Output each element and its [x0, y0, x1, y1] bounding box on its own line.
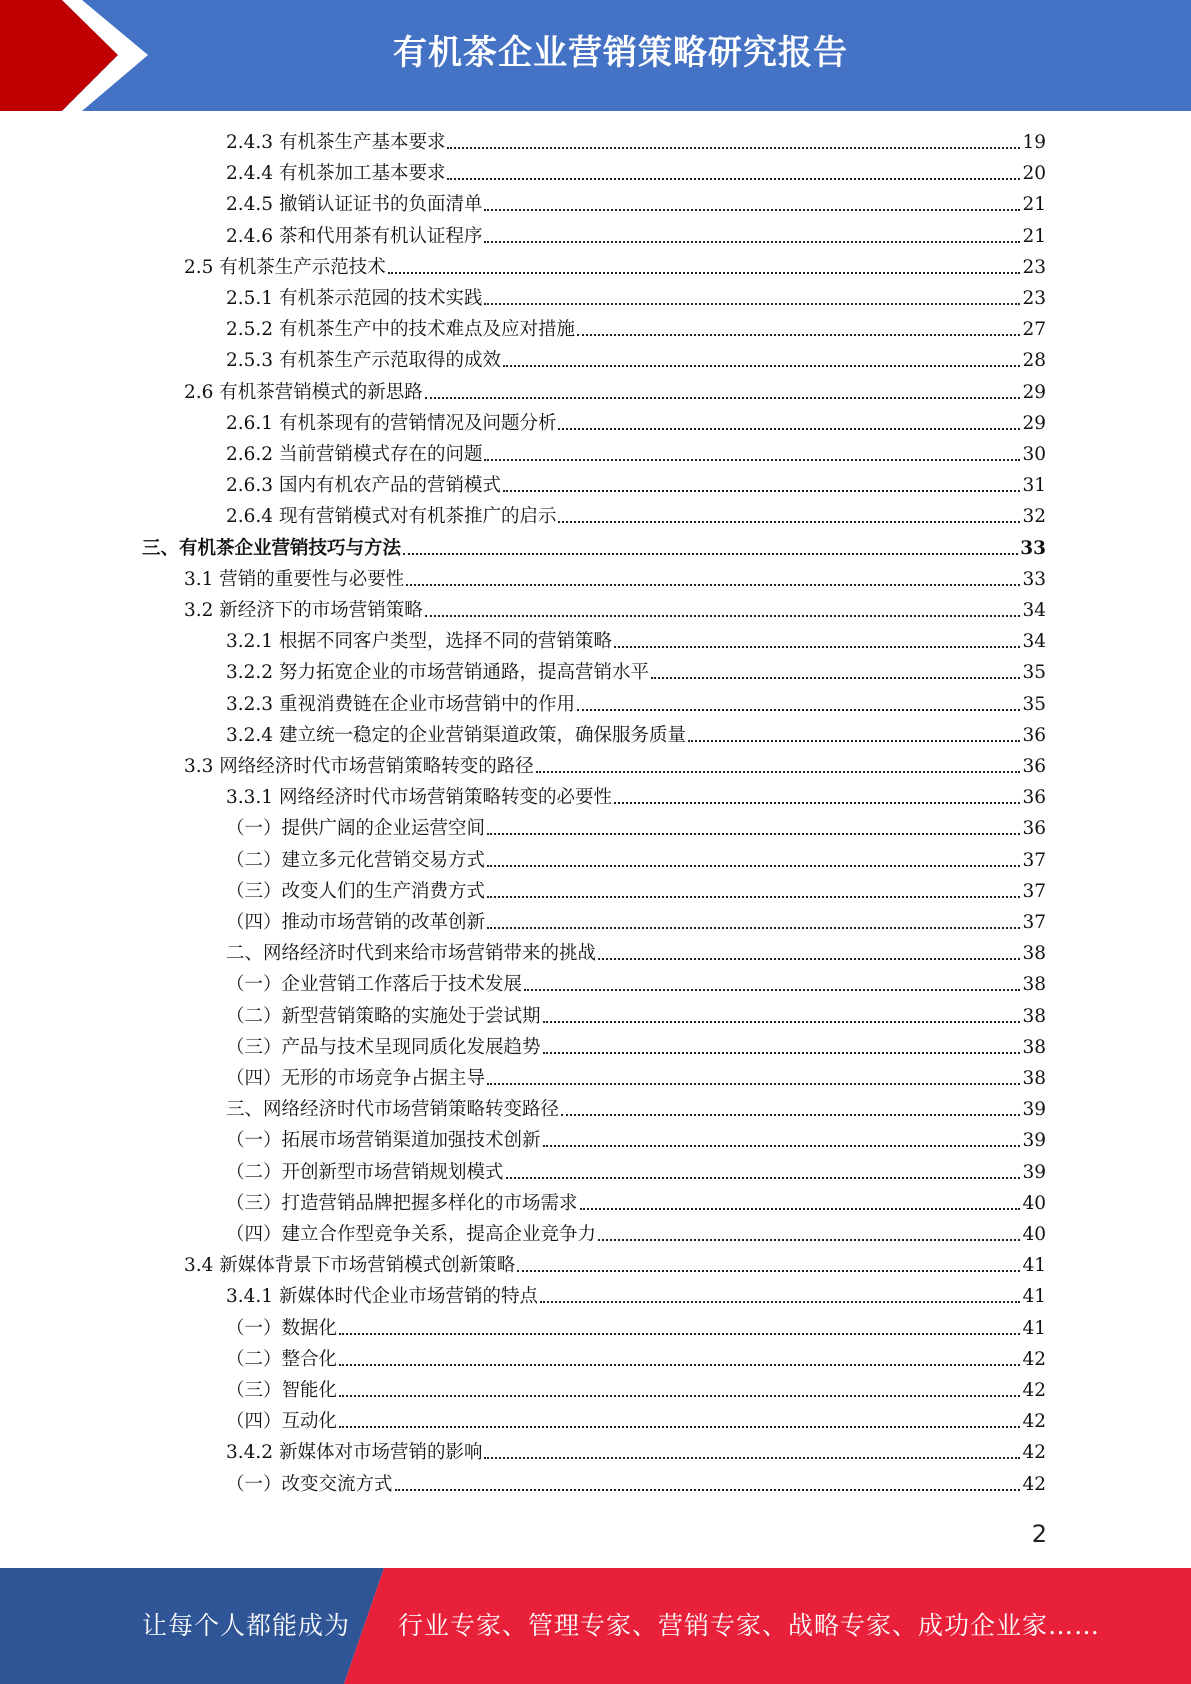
toc-entry-page: 21: [1022, 194, 1046, 216]
toc-entry-page: 36: [1022, 787, 1046, 809]
toc-entry[interactable]: [226, 439, 1046, 470]
toc-entry-page: 36: [1022, 818, 1046, 840]
toc-entry-label: （三）产品与技术呈现同质化发展趋势: [226, 1036, 541, 1058]
toc-leader-dots: [503, 484, 1020, 492]
toc-entry-page: 37: [1022, 880, 1046, 902]
page-footer: [0, 1568, 1191, 1684]
toc-entry[interactable]: [226, 813, 1046, 844]
toc-entry-page: 30: [1022, 444, 1046, 465]
toc-entry[interactable]: [226, 1157, 1046, 1188]
toc-entry-page: 37: [1022, 849, 1046, 871]
toc-entry[interactable]: [226, 1188, 1046, 1219]
toc-entry-page: 23: [1022, 256, 1046, 278]
toc-entry-page: 41: [1022, 1286, 1046, 1308]
toc-entry-label: 2.6.2 当前营销模式存在的问题: [226, 444, 483, 465]
toc-entry-page: 34: [1022, 631, 1046, 653]
toc-entry-label: 2.6 有机茶营销模式的新思路: [184, 381, 423, 403]
toc-entry-label: 三、网络经济时代市场营销策略转变路径: [226, 1099, 560, 1121]
toc-entry[interactable]: [226, 1437, 1046, 1468]
toc-entry-page: 33: [1022, 568, 1046, 590]
toc-entry-label: 3.2 新经济下的市场营销策略: [184, 600, 423, 621]
toc-entry-page: 42: [1022, 1380, 1046, 1401]
toc-leader-dots: [543, 1139, 1021, 1147]
toc-leader-dots: [425, 391, 1021, 399]
toc-entry-label: 三、有机茶企业营销技巧与方法: [142, 537, 402, 559]
toc-entry-page: 31: [1022, 475, 1046, 497]
toc-entry-page: 27: [1022, 319, 1046, 341]
toc-entry[interactable]: [226, 1313, 1046, 1344]
toc-entry-label: 3.4.1 新媒体时代企业市场营销的特点: [226, 1286, 538, 1308]
toc-entry-page: 34: [1022, 600, 1046, 621]
toc-entry-page: 38: [1022, 1068, 1046, 1089]
document-title: 有机茶企业营销策略研究报告: [393, 33, 848, 73]
toc-entry-page: 19: [1022, 132, 1046, 153]
toc-leader-dots: [484, 203, 1020, 211]
toc-entry-page: 36: [1022, 724, 1046, 746]
toc-leader-dots: [339, 1327, 1020, 1335]
toc-leader-dots: [425, 609, 1021, 617]
toc-entry-label: （一）拓展市场营销渠道加强技术创新: [226, 1130, 541, 1152]
toc-entry-label: （二）建立多元化营销交易方式: [226, 849, 486, 871]
toc-entry-label: 2.4.5 撤销认证证书的负面清单: [226, 194, 483, 216]
toc-leader-dots: [517, 1264, 1020, 1272]
toc-entry-label: 2.4.6 茶和代用茶有机认证程序: [226, 225, 483, 247]
toc-entry[interactable]: [226, 1032, 1046, 1063]
toc-entry-label: （一）改变交流方式: [226, 1473, 393, 1495]
toc-entry[interactable]: [142, 533, 1046, 564]
toc-entry-label: （四）建立合作型竞争关系，提高企业竞争力: [226, 1224, 597, 1245]
footer-slogan-left: 让每个人都能成为: [142, 1611, 351, 1640]
toc-entry-label: （三）打造营销品牌把握多样化的市场需求: [226, 1192, 578, 1214]
toc-entry-page: 42: [1022, 1473, 1046, 1495]
page-number: 2: [1031, 1520, 1047, 1548]
toc-entry[interactable]: [226, 720, 1046, 751]
toc-entry-label: 2.5.3 有机茶生产示范取得的成效: [226, 350, 501, 372]
toc-leader-dots: [577, 328, 1020, 336]
toc-entry[interactable]: [226, 1219, 1046, 1250]
toc-entry-label: 3.3 网络经济时代市场营销策略转变的路径: [184, 756, 534, 777]
toc-entry-page: 39: [1022, 1130, 1046, 1152]
toc-entry[interactable]: [226, 1094, 1046, 1125]
toc-entry[interactable]: [226, 1406, 1046, 1437]
toc-entry-page: 21: [1022, 225, 1046, 247]
toc-leader-dots: [543, 1046, 1021, 1054]
toc-entry-label: 3.2.1 根据不同客户类型，选择不同的营销策略: [226, 631, 612, 653]
toc-leader-dots: [403, 547, 1018, 555]
toc-entry[interactable]: [226, 1281, 1046, 1312]
toc-entry-label: （二）新型营销策略的实施处于尝试期: [226, 1005, 541, 1027]
toc-entry-page: 38: [1022, 1005, 1046, 1027]
toc-entry[interactable]: [184, 595, 1046, 626]
toc-leader-dots: [487, 890, 1020, 898]
toc-entry[interactable]: [184, 377, 1046, 408]
toc-entry-page: 29: [1022, 412, 1046, 434]
toc-leader-dots: [558, 422, 1020, 430]
toc-entry-page: 40: [1022, 1224, 1046, 1245]
toc-entry-page: 40: [1022, 1192, 1046, 1214]
toc-entry-page: 38: [1022, 943, 1046, 965]
toc-entry-label: 2.5.1 有机茶示范园的技术实践: [226, 288, 483, 309]
toc-leader-dots: [447, 141, 1020, 149]
toc-entry[interactable]: [226, 345, 1046, 376]
toc-entry-label: 3.3.1 网络经济时代市场营销策略转变的必要性: [226, 787, 612, 809]
toc-entry-label: （一）提供广阔的企业运营空间: [226, 818, 486, 840]
toc-entry[interactable]: [184, 751, 1046, 782]
toc-entry-page: 42: [1022, 1348, 1046, 1370]
toc-entry[interactable]: [226, 408, 1046, 439]
toc-entry-page: 20: [1022, 163, 1046, 185]
toc-entry-page: 39: [1022, 1099, 1046, 1121]
toc-entry[interactable]: [226, 314, 1046, 345]
toc-leader-dots: [688, 734, 1020, 742]
toc-entry-label: （一）企业营销工作落后于技术发展: [226, 974, 523, 996]
toc-leader-dots: [506, 1171, 1021, 1179]
toc-entry-page: 35: [1022, 693, 1046, 715]
footer-slogan-right: 行业专家、管理专家、营销专家、战略专家、成功企业家……: [398, 1611, 1101, 1640]
toc-entry-page: 23: [1022, 288, 1046, 309]
toc-leader-dots: [487, 827, 1020, 835]
toc-entry[interactable]: [184, 252, 1046, 283]
toc-entry[interactable]: [226, 470, 1046, 501]
toc-entry-label: 2.5 有机茶生产示范技术: [184, 256, 386, 278]
toc-leader-dots: [487, 1077, 1020, 1085]
toc-entry[interactable]: [226, 626, 1046, 657]
toc-entry-label: 2.5.2 有机茶生产中的技术难点及应对措施: [226, 319, 575, 341]
toc-entry-page: 28: [1022, 350, 1046, 372]
toc-entry-page: 29: [1022, 381, 1046, 403]
toc-leader-dots: [503, 359, 1020, 367]
toc-entry-label: 二、网络经济时代到来给市场营销带来的挑战: [226, 943, 597, 965]
toc-leader-dots: [339, 1358, 1020, 1366]
toc-entry-label: 2.4.3 有机茶生产基本要求: [226, 132, 446, 153]
toc-leader-dots: [339, 1420, 1020, 1428]
page-header: [0, 0, 1191, 111]
toc-entry-page: 38: [1022, 974, 1046, 996]
toc-entry[interactable]: [184, 564, 1046, 595]
toc-entry-page: 38: [1022, 1036, 1046, 1058]
toc-entry[interactable]: [226, 782, 1046, 813]
toc-entry-label: 3.4 新媒体背景下市场营销模式创新策略: [184, 1255, 516, 1277]
toc-entry[interactable]: [184, 1250, 1046, 1281]
toc-entry[interactable]: [226, 907, 1046, 938]
toc-entry-page: 39: [1022, 1161, 1046, 1183]
toc-entry[interactable]: [226, 845, 1046, 876]
toc-leader-dots: [447, 172, 1020, 180]
toc-entry-label: 2.6.4 现有营销模式对有机茶推广的启示: [226, 506, 557, 528]
toc-entry-label: （二）整合化: [226, 1348, 338, 1370]
toc-entry[interactable]: [226, 689, 1046, 720]
toc-entry-label: 2.6.3 国内有机农产品的营销模式: [226, 475, 501, 497]
toc-leader-dots: [487, 859, 1020, 867]
toc-entry-label: （二）开创新型市场营销规划模式: [226, 1161, 504, 1183]
toc-entry-page: 41: [1022, 1317, 1046, 1339]
toc-leader-dots: [536, 765, 1021, 773]
toc-leader-dots: [484, 235, 1020, 243]
toc-entry[interactable]: [226, 1001, 1046, 1032]
toc-entry-label: （四）无形的市场竞争占据主导: [226, 1068, 486, 1089]
toc-entry[interactable]: [226, 1063, 1046, 1094]
toc-leader-dots: [543, 1015, 1021, 1023]
toc-entry-label: （三）智能化: [226, 1380, 338, 1401]
toc-entry-label: （四）互动化: [226, 1411, 338, 1433]
toc-entry-label: 3.1 营销的重要性与必要性: [184, 568, 405, 590]
toc-entry-label: （四）推动市场营销的改革创新: [226, 912, 486, 933]
toc-entry[interactable]: [226, 1125, 1046, 1156]
toc-leader-dots: [487, 921, 1020, 929]
toc-leader-dots: [614, 796, 1020, 804]
toc-leader-dots: [388, 266, 1021, 274]
toc-leader-dots: [577, 703, 1020, 711]
toc-entry-page: 37: [1022, 912, 1046, 933]
toc-entry-page: 42: [1022, 1411, 1046, 1433]
toc-entry[interactable]: [226, 969, 1046, 1000]
toc-entry-page: 32: [1022, 506, 1046, 528]
toc-entry[interactable]: [226, 1344, 1046, 1375]
toc-entry-page: 33: [1020, 537, 1046, 559]
toc-entry[interactable]: [226, 1469, 1046, 1500]
toc-leader-dots: [580, 1202, 1021, 1210]
toc-entry-label: 3.4.2 新媒体对市场营销的影响: [226, 1442, 483, 1464]
toc-leader-dots: [339, 1389, 1020, 1397]
toc-entry-page: 42: [1022, 1442, 1046, 1464]
toc-entry[interactable]: [226, 158, 1046, 189]
toc-leader-dots: [614, 640, 1020, 648]
toc-leader-dots: [395, 1483, 1021, 1491]
toc-entry[interactable]: [226, 1375, 1046, 1406]
toc-entry-page: 36: [1022, 756, 1046, 777]
toc-entry[interactable]: [226, 127, 1046, 158]
toc-leader-dots: [651, 671, 1020, 679]
toc-entry-label: 3.2.3 重视消费链在企业市场营销中的作用: [226, 693, 575, 715]
toc-entry-label: （三）改变人们的生产消费方式: [226, 880, 486, 902]
toc-entry-label: 3.2.4 建立统一稳定的企业营销渠道政策，确保服务质量: [226, 724, 686, 746]
toc-entry-page: 41: [1022, 1255, 1046, 1277]
toc-leader-dots: [598, 952, 1020, 960]
toc-entry-label: 2.4.4 有机茶加工基本要求: [226, 163, 446, 185]
toc-entry[interactable]: [226, 189, 1046, 220]
toc-entry[interactable]: [226, 221, 1046, 252]
toc-leader-dots: [484, 297, 1020, 305]
toc-leader-dots: [540, 1295, 1020, 1303]
toc-leader-dots: [598, 1233, 1020, 1241]
toc-entry-label: 3.2.2 努力拓宽企业的市场营销通路，提高营销水平: [226, 662, 649, 684]
toc-entry[interactable]: [226, 938, 1046, 969]
toc-entry-page: 35: [1022, 662, 1046, 684]
toc-entry[interactable]: [226, 876, 1046, 907]
toc-leader-dots: [406, 578, 1020, 586]
toc-leader-dots: [484, 453, 1020, 461]
toc-leader-dots: [484, 1451, 1020, 1459]
toc-entry-label: （一）数据化: [226, 1317, 338, 1339]
toc-entry-label: 2.6.1 有机茶现有的营销情况及问题分析: [226, 412, 557, 434]
toc-entry[interactable]: [226, 657, 1046, 688]
toc-leader-dots: [524, 983, 1020, 991]
toc-entry[interactable]: [226, 283, 1046, 314]
toc-leader-dots: [558, 515, 1020, 523]
toc-leader-dots: [561, 1108, 1020, 1116]
toc-entry[interactable]: [226, 501, 1046, 532]
